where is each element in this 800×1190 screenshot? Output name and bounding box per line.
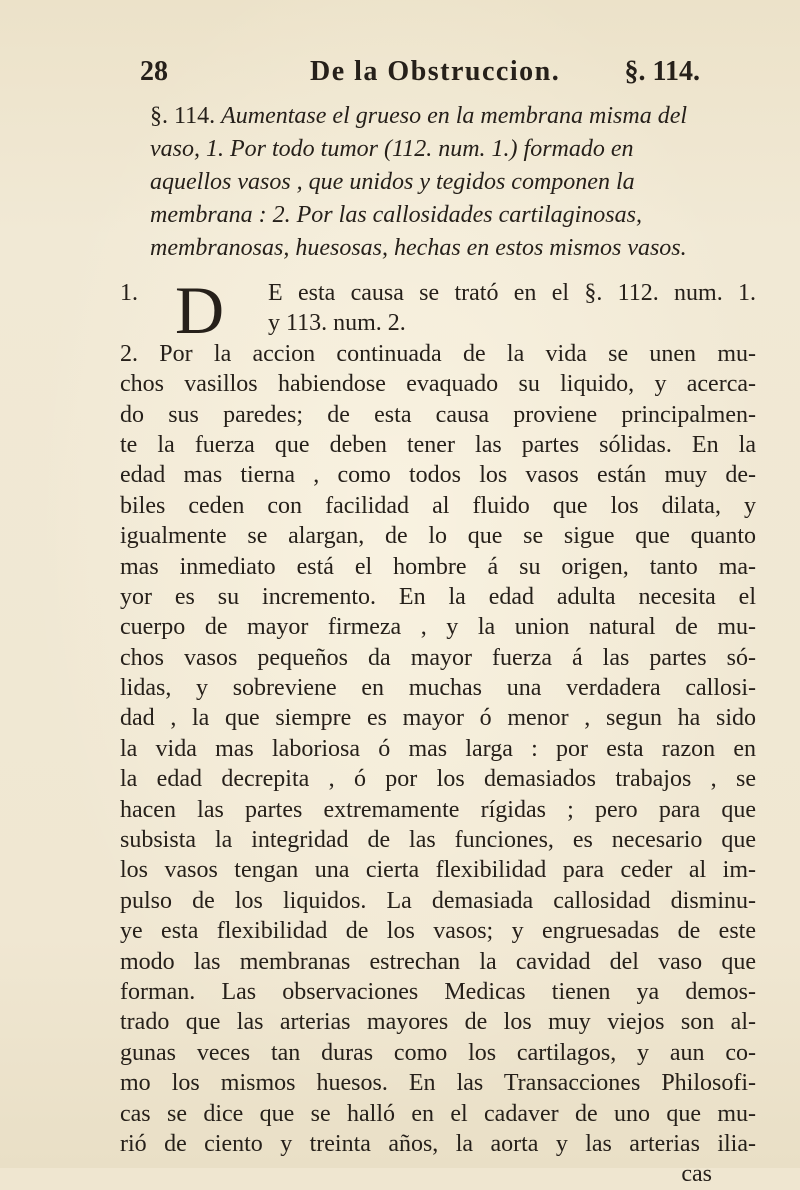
catchword-row [120,1159,756,1189]
text-line: mas inmediato está el hombre á su origen, tanto ma- [120,553,756,580]
dropcap-letter: D [175,272,225,348]
text-line: modo las membranas estrechan la cavidad del vaso que [120,948,756,975]
text-line: chos vasos pequeños da mayor fuerza á las partes só- [120,644,756,671]
text-line: 2. Por la accion continuada de la vida se unen mu- [120,340,756,367]
text-line: edad mas tierna , como todos los vasos están muy de- [120,462,756,489]
text-line: gunas veces tan duras como los cartilagos, y aun co- [120,1039,756,1066]
summary-text-2: vaso, 1. Por todo tumor (112. num. 1.) formado en [150,136,634,162]
summary-text-4: membrana : 2. Por las callosidades cartilaginosas, [150,202,642,228]
summary-text-1: Aumentase el grueso en la membrana misma del [221,103,688,129]
text-line: cas se dice que se halló en el cadaver de uno que mu- [120,1100,756,1127]
section-summary [150,100,754,265]
text-line: hacen las partes extremamente rígidas ; pero para que [120,796,756,823]
page-header [140,52,700,92]
text-line: ye esta flexibilidad de los vasos; y engruesadas de este [120,918,756,945]
catchword: cas [681,1161,712,1188]
summary-text-5: membranosas, huesosas, hechas en estos mismos vasos. [150,235,687,261]
text-line: mo los mismos huesos. En las Transacciones Philosofi- [120,1070,756,1097]
summary-section-label: §. 114. [150,103,216,129]
text-line: la edad decrepita , ó por los demasiados trabajos , se [120,766,756,793]
text-line: rió de ciento y treinta años, la aorta y las arterias ilia- [120,1130,756,1157]
text-line: forman. Las observaciones Medicas tienen ya demos- [120,979,756,1005]
paragraph-1-number: 1. [120,280,138,306]
summary-text-3: aquellos vasos , que unidos y tegidos componen la [150,169,635,195]
running-title: De la Obstruccion. [310,56,561,87]
text-line: cuerpo de mayor firmeza , y la union natural de mu- [120,614,756,641]
paragraph-1 [120,272,756,348]
text-line: te la fuerza que deben tener las partes sólidas. En la [120,431,756,458]
text-line: lidas, y sobreviene en muchas una verdadera callosi- [120,675,756,702]
text-line: chos vasillos habiendose evaquado su liquido, y acerca- [120,371,756,398]
text-line: trado que las arterias mayores de los muy viejos son al- [120,1009,756,1036]
text-line: yor es su incremento. En la edad adulta necesita el [120,583,756,610]
text-line: la vida mas laboriosa ó mas larga : por esta razon en [120,735,756,762]
text-line: igualmente se alargan, de lo que se sigue que quanto [120,523,756,550]
text-line: do sus paredes; de esta causa proviene principalmen- [120,401,756,428]
paragraph-1-line-2: y 113. num. 2. [268,310,406,337]
paragraph-1-line-1: E esta causa se trató en el §. 112. num. 1. [268,280,756,306]
text-line: dad , la que siempre es mayor ó menor , segun ha sido [120,705,756,732]
body-text [120,272,756,1190]
page-number: 28 [140,56,168,87]
text-line: subsista la integridad de las funciones, es necesario que [120,827,756,854]
header-section-mark: §. 114. [624,56,700,87]
text-line: biles ceden con facilidad al fluido que los dilata, y [120,492,756,519]
text-line: los vasos tengan una cierta flexibilidad para ceder al im- [120,857,756,884]
text-line: pulso de los liquidos. La demasiada callosidad disminu- [120,887,756,914]
summary-line-1 [150,100,754,133]
